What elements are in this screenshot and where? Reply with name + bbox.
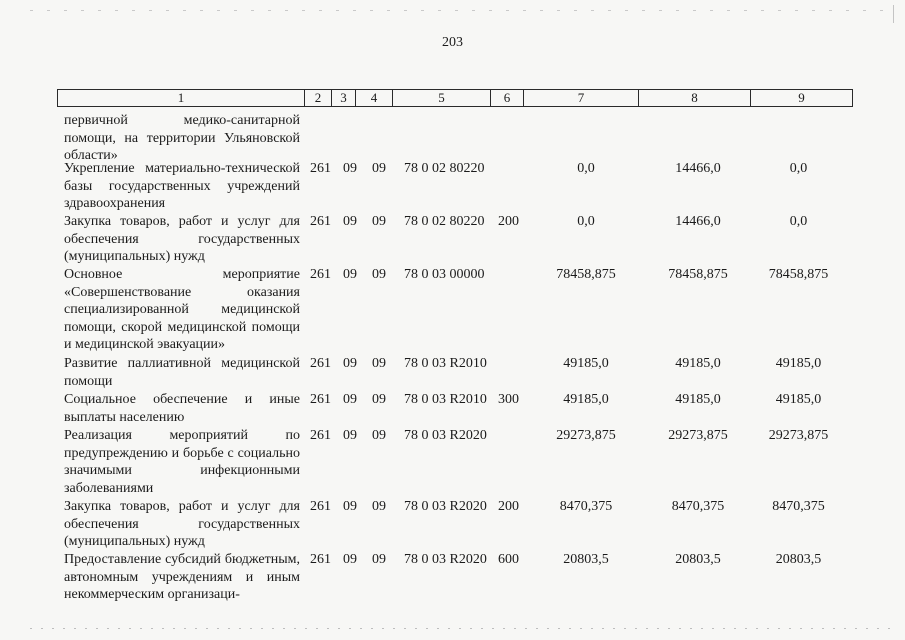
row-gr: 261 (310, 267, 331, 282)
row-description: Развитие паллиативной медицинской помощи (64, 356, 300, 389)
row-sum-1: 20803,5 (563, 552, 609, 567)
row-csr: 78 0 02 80220 (404, 214, 485, 229)
header-col-4: 4 (356, 90, 393, 106)
row-description: Реализация мероприятий по предупреждению и борьбе с социально значимыми инфекционными заболеваниями (64, 428, 300, 496)
table-row (0, 266, 905, 355)
header-col-1: 1 (58, 90, 305, 106)
row-pr: 09 (372, 214, 386, 229)
row-gr: 261 (310, 356, 331, 371)
row-sum-3: 0,0 (789, 161, 808, 176)
scan-artifact-bottom (30, 628, 890, 629)
table-row (0, 213, 905, 266)
row-csr: 78 0 03 R2020 (404, 428, 487, 443)
row-rz: 09 (343, 161, 357, 176)
row-rz: 09 (343, 214, 357, 229)
row-pr: 09 (372, 356, 386, 371)
row-pr: 09 (372, 392, 386, 407)
row-rz: 09 (343, 552, 357, 567)
header-col-8: 8 (639, 90, 751, 106)
row-sum-2: 78458,875 (668, 267, 728, 282)
row-description: Предоставление субсидий бюджетным, автономным учреждениям и иным некоммерческим организаци- (64, 552, 300, 603)
row-pr: 09 (372, 552, 386, 567)
table-row (0, 551, 905, 604)
header-col-3: 3 (332, 90, 356, 106)
row-sum-2: 49185,0 (675, 356, 721, 371)
row-sum-3: 20803,5 (775, 552, 822, 567)
row-rz: 09 (343, 499, 357, 514)
row-description: Укрепление материально-технической базы государственных учреждений здравоохранения (64, 161, 300, 212)
row-sum-1: 0,0 (577, 161, 595, 176)
row-sum-3: 49185,0 (775, 392, 822, 407)
row-description: первичной медико-санитарной помощи, на территории Ульяновской области» (64, 113, 300, 164)
row-gr: 261 (310, 392, 331, 407)
row-vr: 300 (498, 392, 519, 407)
row-description: Закупка товаров, работ и услуг для обеспечения государственных (муниципальных) нужд (64, 214, 300, 265)
row-rz: 09 (343, 267, 357, 282)
row-pr: 09 (372, 499, 386, 514)
row-sum-1: 49185,0 (563, 392, 609, 407)
row-sum-3: 8470,375 (772, 499, 825, 514)
header-col-2: 2 (305, 90, 332, 106)
header-col-9: 9 (798, 90, 805, 105)
row-sum-1: 49185,0 (563, 356, 609, 371)
row-csr: 78 0 03 R2020 (404, 499, 487, 514)
row-csr: 78 0 03 R2020 (404, 552, 487, 567)
row-gr: 261 (310, 161, 331, 176)
row-rz: 09 (343, 392, 357, 407)
row-sum-1: 78458,875 (556, 267, 616, 282)
row-gr: 261 (310, 428, 331, 443)
row-sum-3: 49185,0 (775, 356, 822, 371)
row-description: Социальное обеспечение и иные выплаты населению (64, 392, 300, 425)
row-sum-2: 8470,375 (671, 499, 725, 514)
row-sum-3: 0,0 (789, 214, 808, 229)
row-description: Закупка товаров, работ и услуг для обеспечения государственных (муниципальных) нужд (64, 499, 300, 550)
row-sum-3: 29273,875 (768, 428, 829, 443)
row-gr: 261 (310, 214, 331, 229)
row-sum-2: 20803,5 (675, 552, 721, 567)
row-description: Основное мероприятие «Совершенствование оказания специализированной медицинской помощи, скорой медицинской помощи и медицинской эвакуации» (64, 267, 300, 353)
row-vr: 200 (498, 214, 519, 229)
row-pr: 09 (372, 267, 386, 282)
row-gr: 261 (310, 552, 331, 567)
row-csr: 78 0 02 80220 (404, 161, 485, 176)
row-sum-3: 78458,875 (768, 267, 829, 282)
table-row (0, 355, 905, 391)
table-row (0, 391, 905, 427)
table-row (0, 427, 905, 498)
row-sum-2: 14466,0 (675, 214, 721, 229)
table-header (57, 89, 853, 107)
row-pr: 09 (372, 428, 386, 443)
scan-artifact-top (30, 10, 890, 11)
row-sum-2: 29273,875 (668, 428, 728, 443)
page-number: 203 (442, 35, 463, 50)
row-sum-2: 49185,0 (675, 392, 721, 407)
row-rz: 09 (343, 356, 357, 371)
row-pr: 09 (372, 161, 386, 176)
row-sum-1: 0,0 (577, 214, 595, 229)
table-row (0, 498, 905, 551)
row-sum-1: 8470,375 (559, 499, 613, 514)
table-row (0, 160, 905, 213)
row-vr: 600 (498, 552, 519, 567)
header-col-5: 5 (393, 90, 491, 106)
row-csr: 78 0 03 00000 (404, 267, 485, 282)
row-vr: 200 (498, 499, 519, 514)
header-col-7: 7 (524, 90, 639, 106)
row-csr: 78 0 03 R2010 (404, 356, 487, 371)
scan-artifact-right (893, 5, 894, 23)
row-gr: 261 (310, 499, 331, 514)
table-body (0, 112, 905, 604)
row-rz: 09 (343, 428, 357, 443)
row-sum-1: 29273,875 (556, 428, 616, 443)
row-csr: 78 0 03 R2010 (404, 392, 487, 407)
header-col-6: 6 (491, 90, 524, 106)
row-sum-2: 14466,0 (675, 161, 721, 176)
table-row (0, 112, 905, 164)
